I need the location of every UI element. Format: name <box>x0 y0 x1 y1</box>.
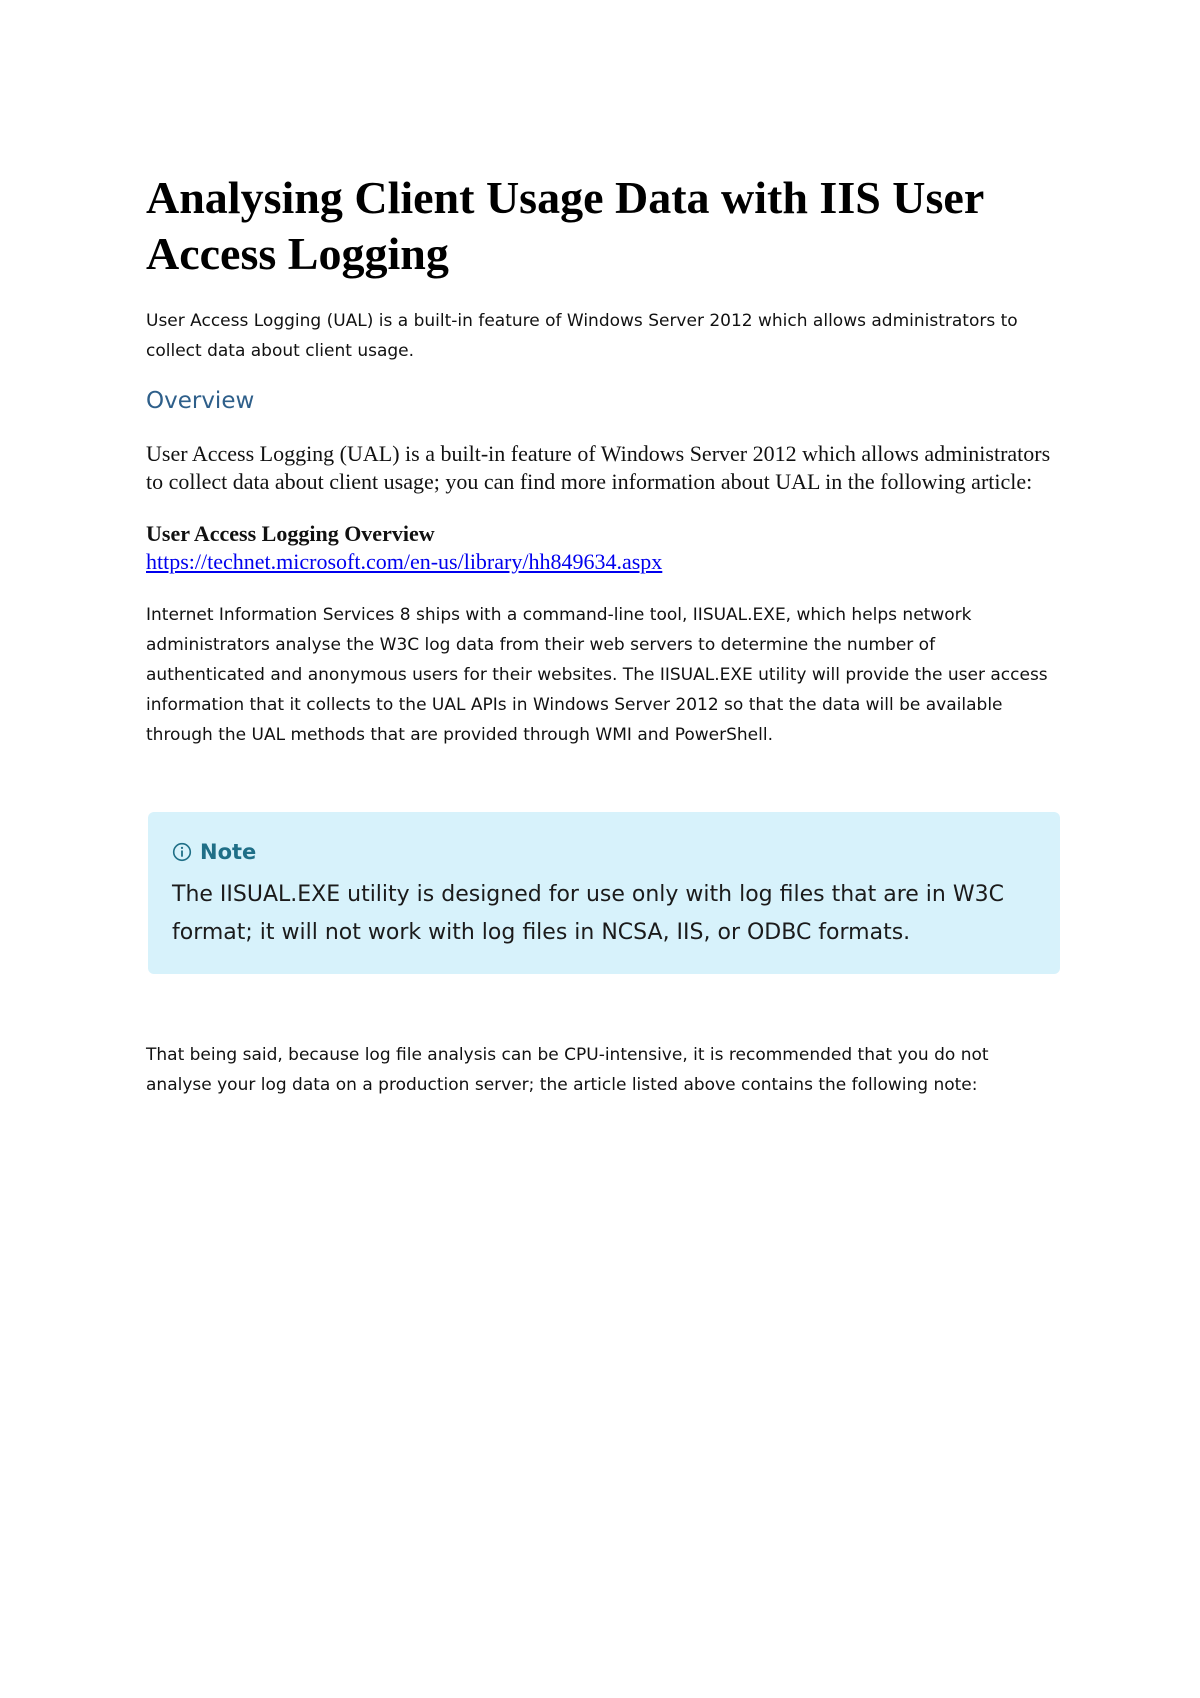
overview-heading: Overview <box>146 388 255 414</box>
closing-paragraph: That being said, because log file analysis can be CPU-intensive, it is recommended that you do not analyse your log data on a production server; the article listed above contains the following note: <box>146 1045 989 1095</box>
info-icon <box>172 842 192 862</box>
overview-paragraph: User Access Logging (UAL) is a built-in feature of Windows Server 2012 which allows administrators to collect data about client usage; you can find more information about UAL in the following article: <box>146 441 1051 494</box>
note-callout <box>148 812 1060 974</box>
note-header <box>172 840 1036 864</box>
reference-link[interactable]: https://technet.microsoft.com/en-us/library/hh849634.aspx <box>146 549 663 574</box>
iisual-paragraph: Internet Information Services 8 ships with a command-line tool, IISUAL.EXE, which helps network administrators analyse the W3C log data from their web servers to determine the number of authenticated and anonymous users for their websites. The IISUAL.EXE utility will provide the user access information that it collects to the UAL APIs in Windows Server 2012 so that the data will be available through the UAL methods that are provided through WMI and PowerShell. <box>146 605 1048 745</box>
page-title: Analysing Client Usage Data with IIS User Access Logging <box>146 172 984 279</box>
intro-paragraph: User Access Logging (UAL) is a built-in feature of Windows Server 2012 which allows administrators to collect data about client usage. <box>146 311 1018 361</box>
note-text: The IISUAL.EXE utility is designed for use only with log files that are in W3C format; it will not work with log files in NCSA, IIS, or ODBC formats. <box>172 882 1004 945</box>
document-page <box>146 170 1058 1100</box>
reference-title: User Access Logging Overview <box>146 521 435 546</box>
reference-block <box>146 520 1058 576</box>
note-label: Note <box>200 840 257 864</box>
